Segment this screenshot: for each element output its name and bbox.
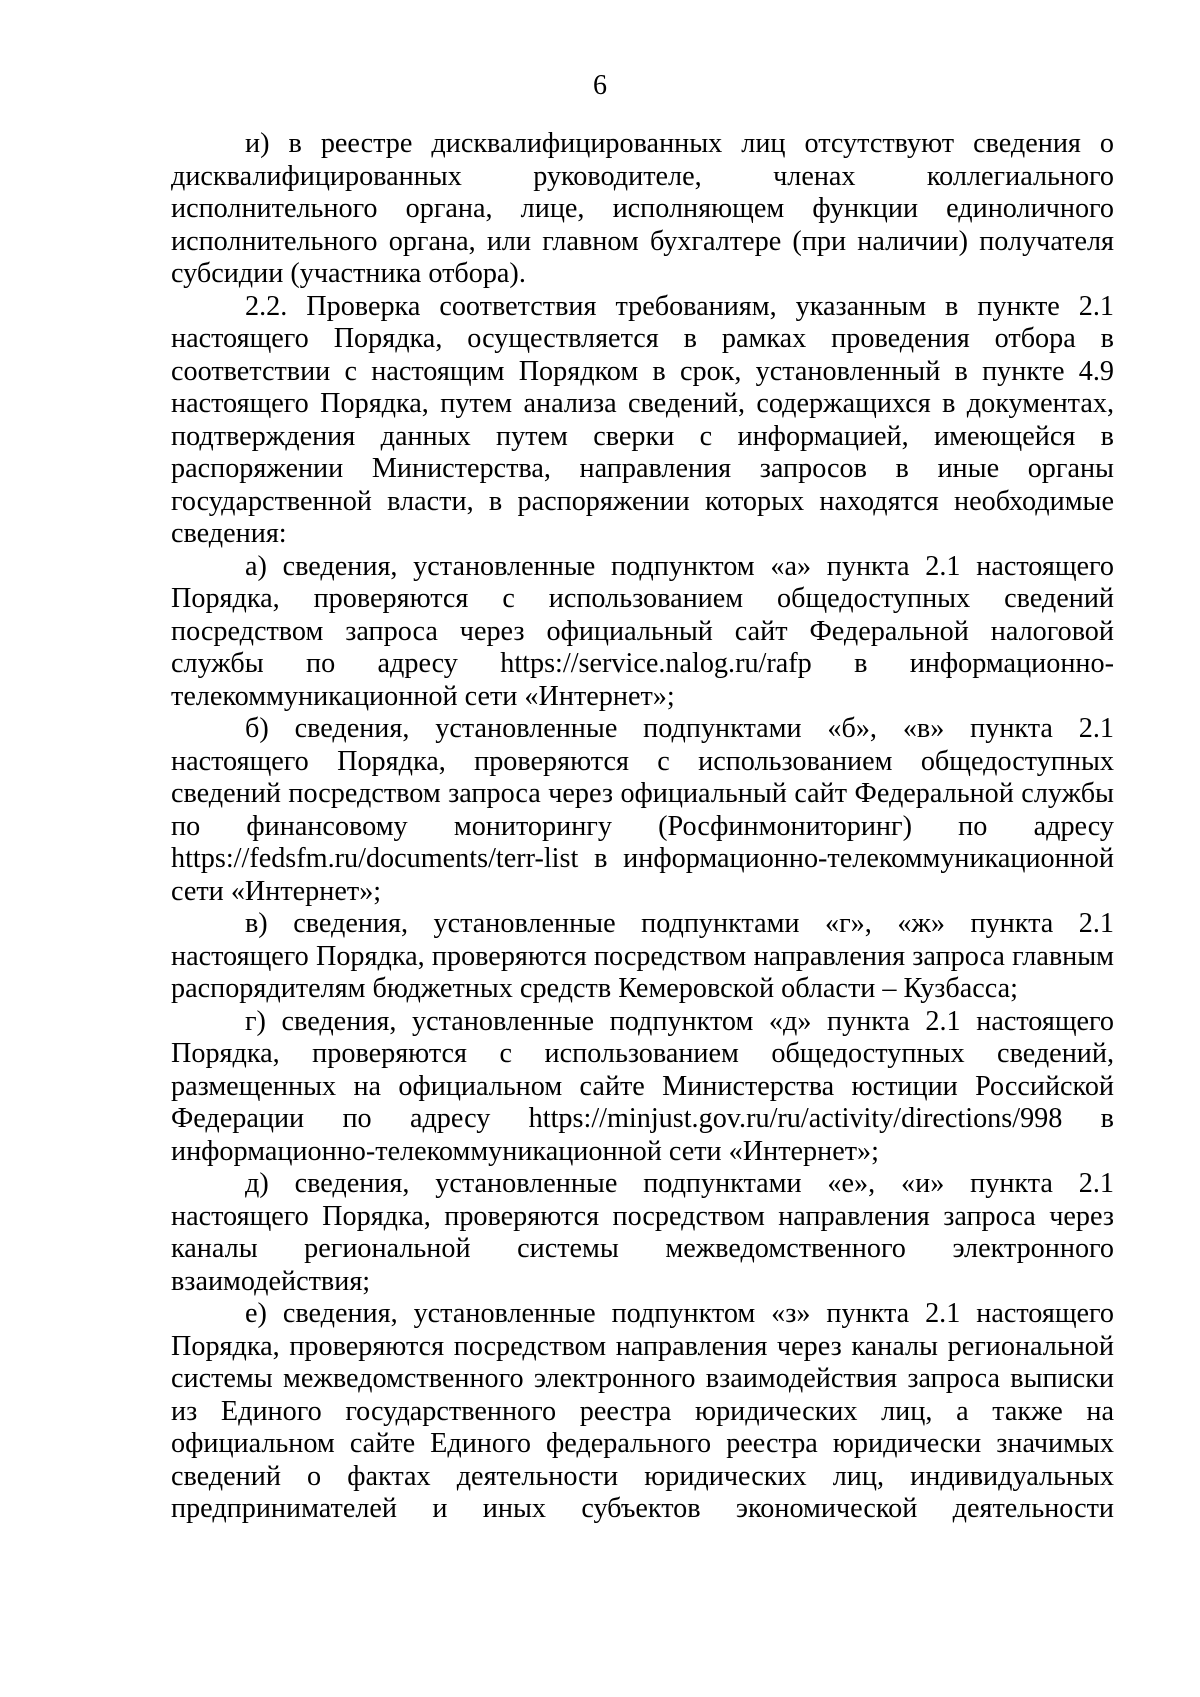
paragraph-subitem-d: д) сведения, установленные подпунктами «е», «и» пункта 2.1 настоящего Порядка, проверяются посредством направления запроса через каналы региональной системы межведомственного электронного взаимодействия; [171, 1168, 1114, 1297]
paragraph-2-2: 2.2. Проверка соответствия требованиям, указанным в пункте 2.1 настоящего Порядка, осуществляется в рамках проведения отбора в соответствии с настоящим Порядком в срок, установленный в пункте 4.9 настоящего Порядка, путем анализа сведений, содержащихся в документах, подтверждения данных путем сверки с информацией, имеющейся в распоряжении Министерства, направления запросов в иные органы государственной власти, в распоряжении которых находятся необходимые сведения: [171, 290, 1114, 549]
paragraph-subitem-v: в) сведения, установленные подпунктами «г», «ж» пункта 2.1 настоящего Порядка, проверяются посредством направления запроса главным распорядителям бюджетных средств Кемеровской области – Кузбасса; [171, 908, 1114, 1004]
paragraph-subitem-a: а) сведения, установленные подпунктом «а» пункта 2.1 настоящего Порядка, проверяются с использованием общедоступных сведений посредством запроса через официальный сайт Федеральной налоговой службы по адресу https://service.nalog.ru/rafp в информационно-телекоммуникационной сети «Интернет»; [171, 550, 1114, 712]
page-number: 6 [593, 70, 607, 101]
paragraph-item-i: и) в реестре дисквалифицированных лиц отсутствуют сведения о дисквалифицированных руководителе, членах коллегиального исполнительного органа, лице, исполняющем функции единоличного исполнительного органа, или главном бухгалтере (при наличии) получателя субсидии (участника отбора). [171, 128, 1114, 289]
document-body [171, 128, 1114, 1526]
paragraph-subitem-b: б) сведения, установленные подпунктами «б», «в» пункта 2.1 настоящего Порядка, проверяются с использованием общедоступных сведений посредством запроса через официальный сайт Федеральной службы по финансовому мониторингу (Росфинмониторинг) по адресу https://fedsfm.ru/documents/terr-list в информационно-телекоммуникационной сети «Интернет»; [171, 713, 1114, 907]
paragraph-subitem-e: е) сведения, установленные подпунктом «з» пункта 2.1 настоящего Порядка, проверяются посредством направления через каналы региональной системы межведомственного электронного взаимодействия запроса выписки из Единого государственного реестра юридических лиц, а также на официальном сайте Единого федерального реестра юридически значимых сведений о фактах деятельности юридических лиц, индивидуальных предпринимателей и иных субъектов экономической деятельности [171, 1298, 1114, 1524]
paragraph-subitem-g: г) сведения, установленные подпунктом «д» пункта 2.1 настоящего Порядка, проверяются с использованием общедоступных сведений, размещенных на официальном сайте Министерства юстиции Российской Федерации по адресу https://minjust.gov.ru/ru/activity/directions/998 в информационно-телекоммуникационной сети «Интернет»; [171, 1005, 1114, 1167]
